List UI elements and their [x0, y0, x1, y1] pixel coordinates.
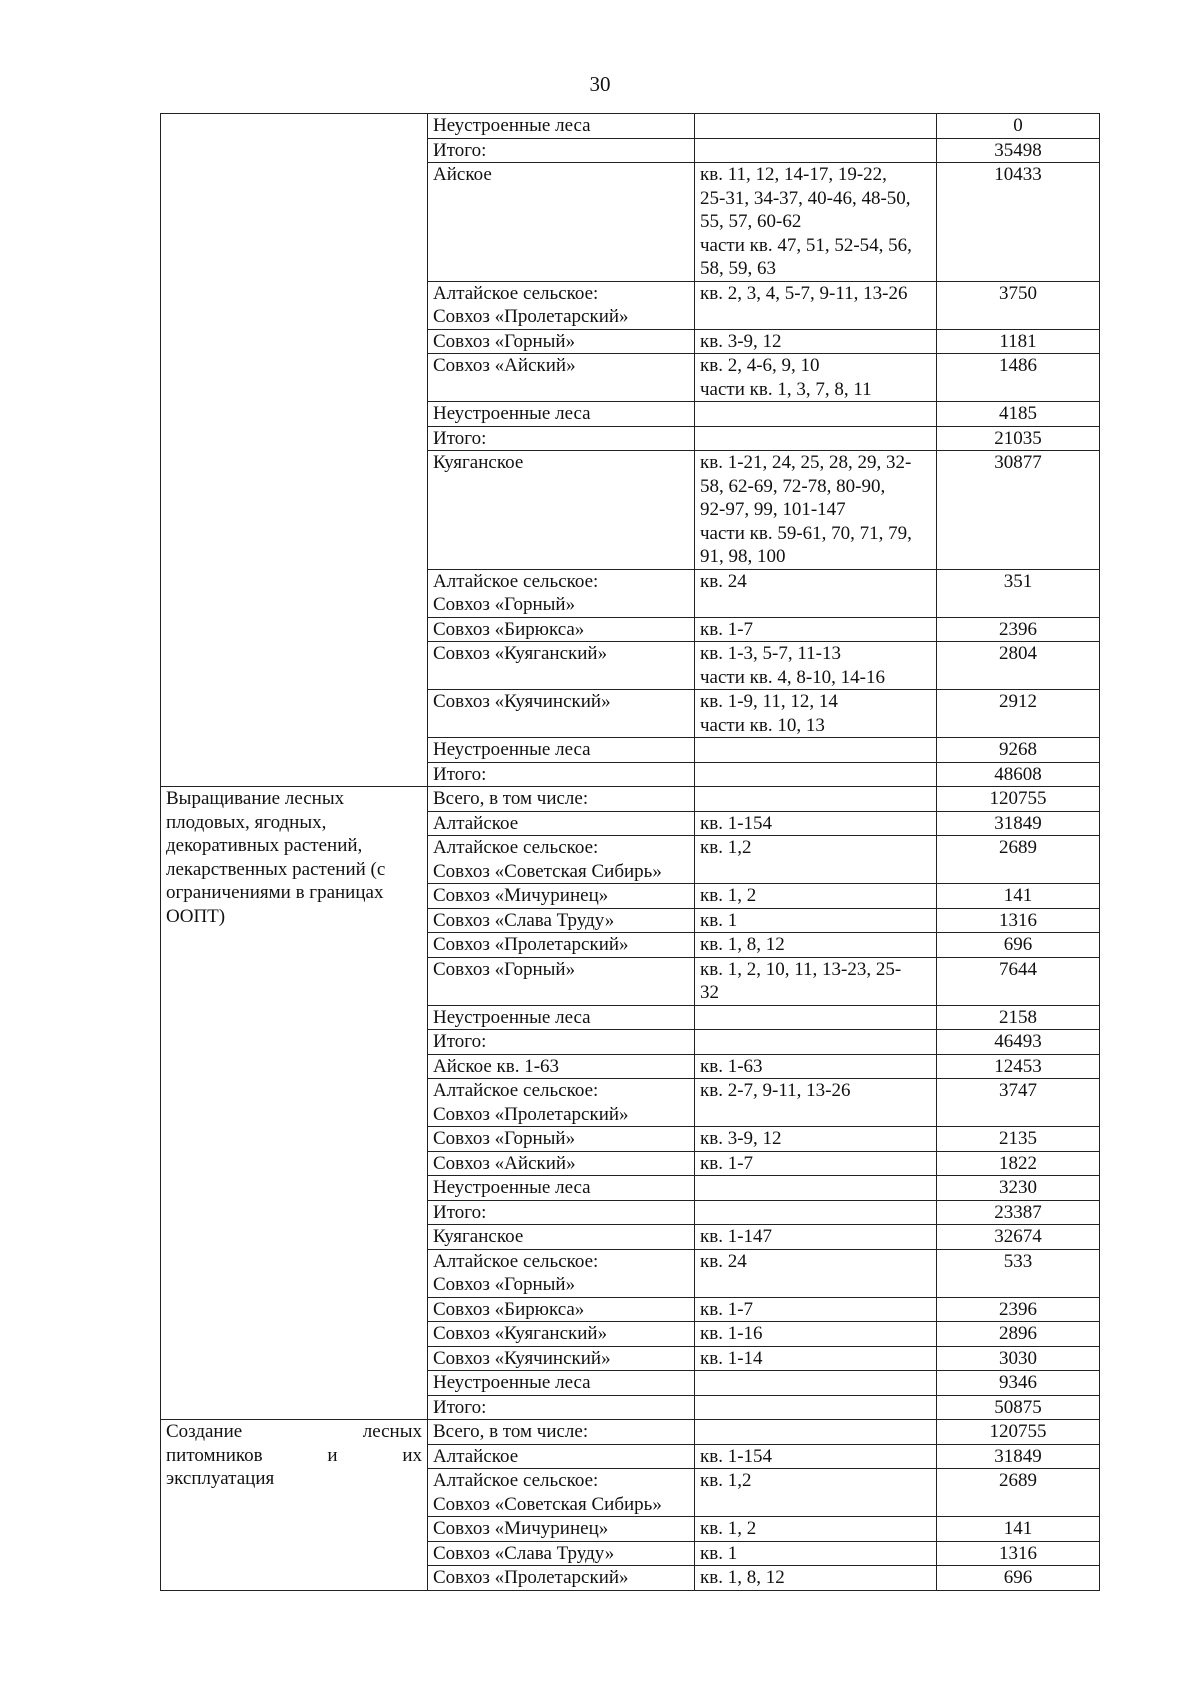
- quarters-cell: [695, 1395, 937, 1420]
- category-cell-line: плодовых, ягодных,: [166, 811, 327, 833]
- category-cell-line: ограничениями в границах: [166, 882, 384, 903]
- category-cell-continued: [161, 114, 428, 787]
- value-cell: 2396: [937, 617, 1100, 642]
- area-cell-line: Совхоз «Мичуринец»: [433, 885, 609, 906]
- area-cell: [428, 690, 695, 738]
- quarters-cell: [695, 884, 937, 909]
- quarters-cell: [695, 1079, 937, 1127]
- area-cell: [428, 908, 695, 933]
- category-word: и: [327, 1444, 338, 1466]
- category-cell: [161, 787, 428, 1420]
- area-cell-line: Совхоз «Пролетарский»: [433, 1567, 629, 1588]
- area-cell-line: Совхоз «Горный»: [433, 330, 576, 352]
- value-cell: 35498: [937, 138, 1100, 163]
- value-cell: 9268: [937, 738, 1100, 763]
- area-cell: [428, 1469, 695, 1517]
- area-cell: [428, 1444, 695, 1469]
- quarters-cell-line: кв. 1,2: [700, 1470, 752, 1491]
- quarters-cell: [695, 1249, 937, 1297]
- quarters-cell-line: кв. 1-3, 5-7, 11-13: [700, 643, 841, 664]
- area-cell-line: Алтайское сельское:: [433, 837, 599, 858]
- area-cell: [428, 1346, 695, 1371]
- quarters-cell: [695, 1225, 937, 1250]
- quarters-cell-line: кв. 1-63: [700, 1055, 763, 1077]
- category-cell-line: лекарственных растений (с: [166, 858, 386, 880]
- value-cell: 10433: [937, 163, 1100, 282]
- area-cell-line: Алтайское сельское:: [433, 1080, 599, 1101]
- area-cell: [428, 1005, 695, 1030]
- quarters-cell-line: кв. 1-154: [700, 1445, 773, 1467]
- quarters-cell: [695, 451, 937, 570]
- area-cell-line: Итого:: [433, 1201, 487, 1223]
- area-cell: [428, 1297, 695, 1322]
- quarters-cell-line: кв. 2, 3, 4, 5-7, 9-11, 13-26: [700, 282, 908, 304]
- area-cell: [428, 114, 695, 139]
- quarters-cell-line: части кв. 47, 51, 52-54, 56,: [700, 234, 912, 256]
- value-cell: 533: [937, 1249, 1100, 1297]
- area-cell: [428, 933, 695, 958]
- quarters-cell: [695, 1200, 937, 1225]
- quarters-cell: [695, 426, 937, 451]
- value-cell: 120755: [937, 1420, 1100, 1445]
- quarters-cell: [695, 933, 937, 958]
- area-cell-line: Алтайское сельское:: [433, 1250, 599, 1272]
- quarters-cell: [695, 1176, 937, 1201]
- value-cell: 46493: [937, 1030, 1100, 1055]
- quarters-cell-line: 32: [700, 982, 719, 1003]
- area-cell-line: Совхоз «Бирюкса»: [433, 1298, 585, 1320]
- area-cell-line: Совхоз «Куяганский»: [433, 1323, 608, 1344]
- area-cell: [428, 1517, 695, 1542]
- quarters-cell-line: части кв. 59-61, 70, 71, 79,: [700, 522, 912, 544]
- quarters-cell-line: кв. 1-21, 24, 25, 28, 29, 32-: [700, 452, 912, 473]
- value-cell: 141: [937, 1517, 1100, 1542]
- quarters-cell-line: кв. 1-16: [700, 1323, 763, 1344]
- area-cell-line: Совхоз «Советская Сибирь»: [433, 860, 662, 882]
- area-cell: [428, 617, 695, 642]
- quarters-cell: [695, 1127, 937, 1152]
- area-cell-line: Совхоз «Горный»: [433, 958, 576, 980]
- quarters-cell: [695, 738, 937, 763]
- quarters-cell-line: 58, 62-69, 72-78, 80-90,: [700, 475, 886, 497]
- area-cell-line: Неустроенные леса: [433, 1372, 591, 1393]
- value-cell: 31849: [937, 1444, 1100, 1469]
- table-row: [161, 1420, 1100, 1445]
- area-cell: [428, 738, 695, 763]
- area-cell: [428, 1322, 695, 1347]
- value-cell: 2912: [937, 690, 1100, 738]
- category-cell-line: [166, 1467, 422, 1491]
- category-word: лесных: [362, 1421, 422, 1442]
- area-cell-line: Всего, в том числе:: [433, 788, 589, 809]
- area-cell-line: Алтайское сельское:: [433, 1470, 599, 1491]
- quarters-cell: [695, 1151, 937, 1176]
- area-cell-line: Совхоз «Мичуринец»: [433, 1518, 609, 1539]
- area-cell: [428, 329, 695, 354]
- quarters-cell: [695, 1444, 937, 1469]
- value-cell: 2396: [937, 1297, 1100, 1322]
- category-word: питомников: [166, 1444, 263, 1466]
- area-cell-line: Алтайское: [433, 1445, 519, 1467]
- quarters-cell: [695, 1030, 937, 1055]
- area-cell: [428, 957, 695, 1005]
- quarters-cell-line: кв. 1, 2: [700, 885, 757, 906]
- quarters-cell-line: кв. 2, 4-6, 9, 10: [700, 355, 820, 376]
- quarters-cell-line: кв. 1-147: [700, 1226, 773, 1247]
- quarters-cell: [695, 811, 937, 836]
- quarters-cell-line: кв. 1-9, 11, 12, 14: [700, 691, 838, 712]
- area-cell: [428, 1249, 695, 1297]
- value-cell: 1316: [937, 908, 1100, 933]
- area-cell: [428, 1030, 695, 1055]
- quarters-cell: [695, 1420, 937, 1445]
- quarters-cell-line: кв. 3-9, 12: [700, 1128, 782, 1149]
- category-cell-line: [166, 1420, 422, 1444]
- value-cell: 2158: [937, 1005, 1100, 1030]
- area-cell-line: Совхоз «Куяганский»: [433, 643, 608, 664]
- quarters-cell: [695, 1371, 937, 1396]
- quarters-cell: [695, 569, 937, 617]
- category-word: эксплуатация: [166, 1468, 275, 1489]
- area-cell-line: Совхоз «Пролетарский»: [433, 934, 629, 955]
- area-cell-line: Всего, в том числе:: [433, 1421, 589, 1442]
- value-cell: 32674: [937, 1225, 1100, 1250]
- value-cell: 696: [937, 1566, 1100, 1591]
- table-row: [161, 787, 1100, 812]
- quarters-cell: [695, 762, 937, 787]
- area-cell: [428, 451, 695, 570]
- value-cell: 2135: [937, 1127, 1100, 1152]
- category-cell-line: ООПТ): [166, 905, 226, 927]
- area-cell-line: Неустроенные леса: [433, 115, 591, 136]
- area-cell: [428, 1395, 695, 1420]
- quarters-cell: [695, 1346, 937, 1371]
- value-cell: 3030: [937, 1346, 1100, 1371]
- area-cell-line: Совхоз «Горный»: [433, 1274, 576, 1295]
- area-cell-line: Итого:: [433, 1031, 487, 1052]
- quarters-cell: [695, 908, 937, 933]
- area-cell-line: Совхоз «Айский»: [433, 355, 576, 376]
- value-cell: 21035: [937, 426, 1100, 451]
- area-cell-line: Неустроенные леса: [433, 739, 591, 760]
- area-cell-line: Совхоз «Бирюкса»: [433, 618, 585, 640]
- area-cell-line: Алтайское: [433, 812, 519, 834]
- forest-use-table: [160, 113, 1100, 1591]
- quarters-cell: [695, 1322, 937, 1347]
- quarters-cell-line: части кв. 1, 3, 7, 8, 11: [700, 378, 872, 400]
- area-cell: [428, 1054, 695, 1079]
- value-cell: 48608: [937, 762, 1100, 787]
- area-cell-line: Совхоз «Слава Труду»: [433, 1542, 615, 1564]
- quarters-cell: [695, 1054, 937, 1079]
- value-cell: 30877: [937, 451, 1100, 570]
- quarters-cell: [695, 1517, 937, 1542]
- area-cell: [428, 354, 695, 402]
- value-cell: 7644: [937, 957, 1100, 1005]
- quarters-cell-line: кв. 1, 2, 10, 11, 13-23, 25-: [700, 958, 902, 980]
- area-cell-line: Итого:: [433, 139, 487, 161]
- quarters-cell-line: 92-97, 99, 101-147: [700, 499, 846, 520]
- quarters-cell: [695, 354, 937, 402]
- value-cell: 2689: [937, 836, 1100, 884]
- quarters-cell-line: кв. 1, 8, 12: [700, 934, 785, 955]
- quarters-cell-line: части кв. 10, 13: [700, 714, 825, 736]
- area-cell: [428, 1225, 695, 1250]
- value-cell: 12453: [937, 1054, 1100, 1079]
- quarters-cell-line: кв. 1, 2: [700, 1518, 757, 1539]
- quarters-cell: [695, 642, 937, 690]
- area-cell: [428, 426, 695, 451]
- quarters-cell-line: 58, 59, 63: [700, 258, 776, 279]
- quarters-cell-line: 55, 57, 60-62: [700, 211, 802, 232]
- area-cell: [428, 163, 695, 282]
- area-cell-line: Куяганское: [433, 452, 524, 473]
- area-cell-line: Совхоз «Пролетарский»: [433, 1103, 629, 1125]
- value-cell: 351: [937, 569, 1100, 617]
- area-cell-line: Неустроенные леса: [433, 1006, 591, 1028]
- area-cell-line: Алтайское сельское:: [433, 570, 599, 592]
- value-cell: 141: [937, 884, 1100, 909]
- value-cell: 23387: [937, 1200, 1100, 1225]
- quarters-cell: [695, 1297, 937, 1322]
- quarters-cell-line: кв. 1-7: [700, 1152, 754, 1174]
- quarters-cell-line: 25-31, 34-37, 40-46, 48-50,: [700, 187, 911, 209]
- value-cell: 2689: [937, 1469, 1100, 1517]
- area-cell: [428, 1420, 695, 1445]
- area-cell: [428, 138, 695, 163]
- area-cell-line: Айское: [433, 164, 492, 185]
- area-cell-line: Совхоз «Айский»: [433, 1152, 576, 1174]
- area-cell-line: Совхоз «Горный»: [433, 594, 576, 615]
- value-cell: 0: [937, 114, 1100, 139]
- quarters-cell: [695, 1469, 937, 1517]
- area-cell-line: Айское кв. 1-63: [433, 1055, 560, 1077]
- area-cell-line: Совхоз «Куячинский»: [433, 1347, 611, 1369]
- quarters-cell-line: кв. 2-7, 9-11, 13-26: [700, 1080, 851, 1101]
- quarters-cell: [695, 329, 937, 354]
- value-cell: 1316: [937, 1541, 1100, 1566]
- quarters-cell-line: 91, 98, 100: [700, 546, 786, 567]
- quarters-cell-line: кв. 24: [700, 1250, 747, 1272]
- quarters-cell-line: кв. 11, 12, 14-17, 19-22,: [700, 164, 887, 185]
- area-cell-line: Совхоз «Куячинский»: [433, 691, 611, 712]
- area-cell: [428, 1176, 695, 1201]
- value-cell: 31849: [937, 811, 1100, 836]
- quarters-cell-line: кв. 1-14: [700, 1347, 763, 1369]
- quarters-cell-line: кв. 1-7: [700, 1298, 754, 1320]
- quarters-cell-line: кв. 1: [700, 909, 738, 931]
- area-cell: [428, 787, 695, 812]
- value-cell: 4185: [937, 402, 1100, 427]
- quarters-cell: [695, 281, 937, 329]
- quarters-cell: [695, 787, 937, 812]
- quarters-cell-line: кв. 1, 8, 12: [700, 1567, 785, 1588]
- area-cell-line: Итого:: [433, 1396, 487, 1418]
- area-cell: [428, 281, 695, 329]
- category-cell: [161, 1420, 428, 1591]
- area-cell: [428, 642, 695, 690]
- quarters-cell: [695, 402, 937, 427]
- category-cell-line: Выращивание лесных: [166, 788, 345, 809]
- area-cell-line: Итого:: [433, 763, 487, 785]
- quarters-cell: [695, 138, 937, 163]
- value-cell: 2896: [937, 1322, 1100, 1347]
- value-cell: 9346: [937, 1371, 1100, 1396]
- quarters-cell: [695, 690, 937, 738]
- value-cell: 50875: [937, 1395, 1100, 1420]
- category-cell-line: декоративных растений,: [166, 835, 363, 856]
- area-cell-line: Неустроенные леса: [433, 403, 591, 424]
- quarters-cell: [695, 957, 937, 1005]
- quarters-cell: [695, 1566, 937, 1591]
- area-cell: [428, 1200, 695, 1225]
- area-cell: [428, 1151, 695, 1176]
- area-cell: [428, 836, 695, 884]
- quarters-cell-line: части кв. 4, 8-10, 14-16: [700, 666, 885, 688]
- area-cell-line: Совхоз «Советская Сибирь»: [433, 1493, 662, 1515]
- area-cell: [428, 1566, 695, 1591]
- quarters-cell-line: кв. 1-7: [700, 618, 754, 640]
- value-cell: 3747: [937, 1079, 1100, 1127]
- table-row: [161, 114, 1100, 139]
- category-cell-line: [166, 1444, 422, 1468]
- value-cell: 120755: [937, 787, 1100, 812]
- area-cell: [428, 762, 695, 787]
- quarters-cell: [695, 1541, 937, 1566]
- area-cell-line: Совхоз «Слава Труду»: [433, 909, 615, 931]
- quarters-cell: [695, 836, 937, 884]
- area-cell-line: Куяганское: [433, 1226, 524, 1247]
- quarters-cell-line: кв. 3-9, 12: [700, 330, 782, 352]
- value-cell: 696: [937, 933, 1100, 958]
- table-body: [161, 114, 1100, 1591]
- area-cell: [428, 1371, 695, 1396]
- quarters-cell-line: кв. 1,2: [700, 837, 752, 858]
- area-cell: [428, 1541, 695, 1566]
- page-number: 30: [589, 72, 611, 96]
- value-cell: 3750: [937, 281, 1100, 329]
- area-cell: [428, 402, 695, 427]
- quarters-cell: [695, 163, 937, 282]
- area-cell-line: Итого:: [433, 427, 487, 449]
- quarters-cell-line: кв. 1-154: [700, 812, 773, 834]
- value-cell: 1486: [937, 354, 1100, 402]
- area-cell-line: Алтайское сельское:: [433, 282, 599, 304]
- quarters-cell: [695, 1005, 937, 1030]
- value-cell: 1822: [937, 1151, 1100, 1176]
- area-cell-line: Совхоз «Горный»: [433, 1128, 576, 1149]
- category-word: их: [402, 1444, 422, 1466]
- area-cell-line: Совхоз «Пролетарский»: [433, 306, 629, 327]
- area-cell: [428, 884, 695, 909]
- area-cell: [428, 1079, 695, 1127]
- area-cell: [428, 811, 695, 836]
- quarters-cell-line: кв. 1: [700, 1542, 738, 1564]
- value-cell: 2804: [937, 642, 1100, 690]
- area-cell: [428, 1127, 695, 1152]
- area-cell-line: Неустроенные леса: [433, 1177, 591, 1198]
- quarters-cell: [695, 114, 937, 139]
- value-cell: 3230: [937, 1176, 1100, 1201]
- quarters-cell-line: кв. 24: [700, 570, 747, 592]
- category-word: Создание: [166, 1421, 243, 1442]
- quarters-cell: [695, 617, 937, 642]
- value-cell: 1181: [937, 329, 1100, 354]
- area-cell: [428, 569, 695, 617]
